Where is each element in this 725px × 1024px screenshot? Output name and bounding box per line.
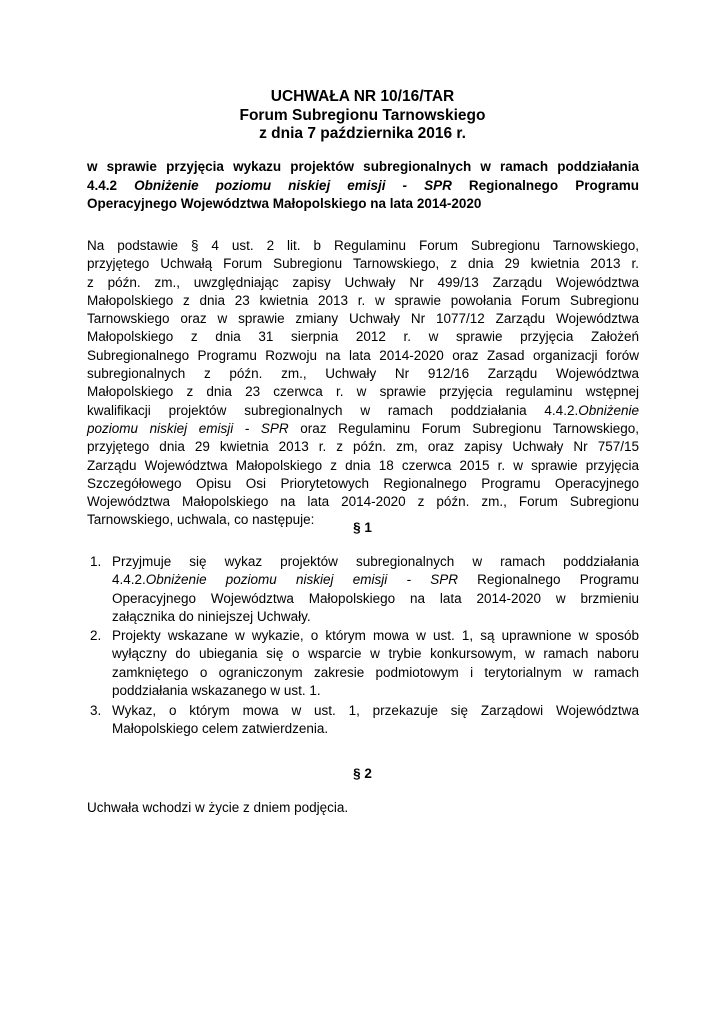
preamble-line: Na podstawie § 4 ust. 2 lit. b Regulaminu Forum Subregionu Tarnowskiego, xyxy=(87,238,639,253)
list-item-line xyxy=(112,571,639,589)
list-item-number: 3. xyxy=(90,703,102,718)
list-item-line: Operacyjnego Województwa Małopolskiego na lata 2014-2020 w brzmieniu xyxy=(112,590,639,606)
preamble-line xyxy=(87,402,639,420)
preamble-text: kwalifikacji projektów subregionalnych w ramach poddziałania 4.4.2. xyxy=(87,402,579,418)
preamble-text: oraz Regulaminu Forum Subregionu Tarnowskiego, xyxy=(288,420,639,436)
preamble-italic-text: Obniżenie xyxy=(578,402,639,418)
list-item-line: Wykaz, o którym mowa w ust. 1, przekazuje się Zarządowi Województwa xyxy=(112,703,639,718)
preamble-line: Małopolskiego z dnia 31 sierpnia 2012 r. w sprawie przyjęcia Założeń xyxy=(87,329,639,345)
preamble-line: Subregionalnego Programu Rozwoju na lata 2014-2020 oraz Zasad organizacji forów xyxy=(87,347,639,363)
section-1-heading: § 1 xyxy=(353,520,372,535)
list-item-line: zamkniętego o ograniczonym zakresie podmiotowym i terytorialnym w ramach xyxy=(112,664,639,680)
issuing-body: Forum Subregionu Tarnowskiego xyxy=(239,106,486,124)
list-item-number: 1. xyxy=(90,554,102,569)
subject-text: 4.4.2 xyxy=(87,177,135,193)
preamble-line: przyjętego Uchwałą Forum Subregionu Tarnowskiego, z dnia 29 kwietnia 2013 r. xyxy=(87,256,639,272)
effective-date-clause: Uchwała wchodzi w życie z dniem podjęcia. xyxy=(87,800,349,815)
subject-line: w sprawie przyjęcia wykazu projektów subregionalnych w ramach poddziałania xyxy=(87,159,639,174)
list-item-number: 2. xyxy=(90,628,102,643)
preamble-line: Województwa Małopolskiego na lata 2014-2020 z późn. zm., Forum Subregionu xyxy=(87,494,639,510)
list-item-text xyxy=(112,627,639,700)
preamble-line: Małopolskiego z dnia 23 czerwca r. w sprawie przyjęcia regulaminu wstępnej xyxy=(87,384,639,400)
list-item-line: poddziałania wskazanego w ust. 1. xyxy=(112,682,321,698)
subject-text: Regionalnego Programu xyxy=(451,177,639,193)
resolution-date: z dnia 7 października 2016 r. xyxy=(259,125,466,142)
list-item-fragment: Regionalnego Programu xyxy=(457,572,639,588)
subject-line: Operacyjnego Województwa Małopolskiego na lata 2014-2020 xyxy=(87,196,482,211)
list-item-text xyxy=(112,553,639,626)
list-item-line: załącznika do niniejszej Uchwały. xyxy=(112,608,311,624)
preamble-paragraph xyxy=(87,237,639,530)
preamble-line: przyjętego dnia 29 kwietnia 2013 r. z późn. zm, oraz zapisy Uchwały Nr 757/15 xyxy=(87,439,639,455)
preamble-line: subregionalnych z późn. zm., Uchwały Nr 912/16 Zarządu Województwa xyxy=(87,366,639,382)
preamble-line: Tarnowskiego, uchwala, co następuje: xyxy=(87,512,315,528)
document-title xyxy=(0,88,725,144)
preamble-line: Tarnowskiego oraz w sprawie zmiany Uchwały Nr 1077/12 Zarządu Województwa xyxy=(87,311,639,327)
preamble-line: Małopolskiego z dnia 23 kwietnia 2013 r. w sprawie powołania Forum Subregionu xyxy=(87,292,639,308)
list-item-line: Małopolskiego celem zatwierdzenia. xyxy=(112,721,329,737)
list-item-text xyxy=(112,702,639,739)
list-item-line: wyłączny do ubiegania się o wsparcie w trybie konkursowym, w ramach naboru xyxy=(112,646,639,662)
section-2-heading: § 2 xyxy=(353,766,372,781)
resolution-subject xyxy=(87,158,639,214)
preamble-line: z późn. zm., uwzględniając zapisy Uchwały Nr 499/13 Zarządu Województwa xyxy=(87,274,639,290)
preamble-italic-text: poziomu niskiej emisji - SPR xyxy=(87,420,289,436)
list-item-italic-fragment: Obniżenie poziomu niskiej emisji - SPR xyxy=(145,572,458,588)
list-item-line: Przyjmuje się wykaz projektów subregionalnych w ramach poddziałania xyxy=(112,554,639,569)
list-item-line: Projekty wskazane w wykazie, o którym mowa w ust. 1, są uprawnione w sposób xyxy=(112,628,639,643)
subject-italic-text: Obniżenie poziomu niskiej emisji - SPR xyxy=(134,177,452,193)
preamble-line: Szczegółowego Opisu Osi Priorytetowych Regionalnego Programu Operacyjnego xyxy=(87,475,639,491)
subject-line xyxy=(87,177,639,196)
resolution-number: UCHWAŁA NR 10/16/TAR xyxy=(270,88,455,105)
preamble-line: Zarządu Województwa Małopolskiego z dnia 18 czerwca 2015 r. w sprawie przyjęcia xyxy=(87,457,639,473)
list-item-fragment: 4.4.2. xyxy=(112,572,146,588)
preamble-line xyxy=(87,420,639,438)
